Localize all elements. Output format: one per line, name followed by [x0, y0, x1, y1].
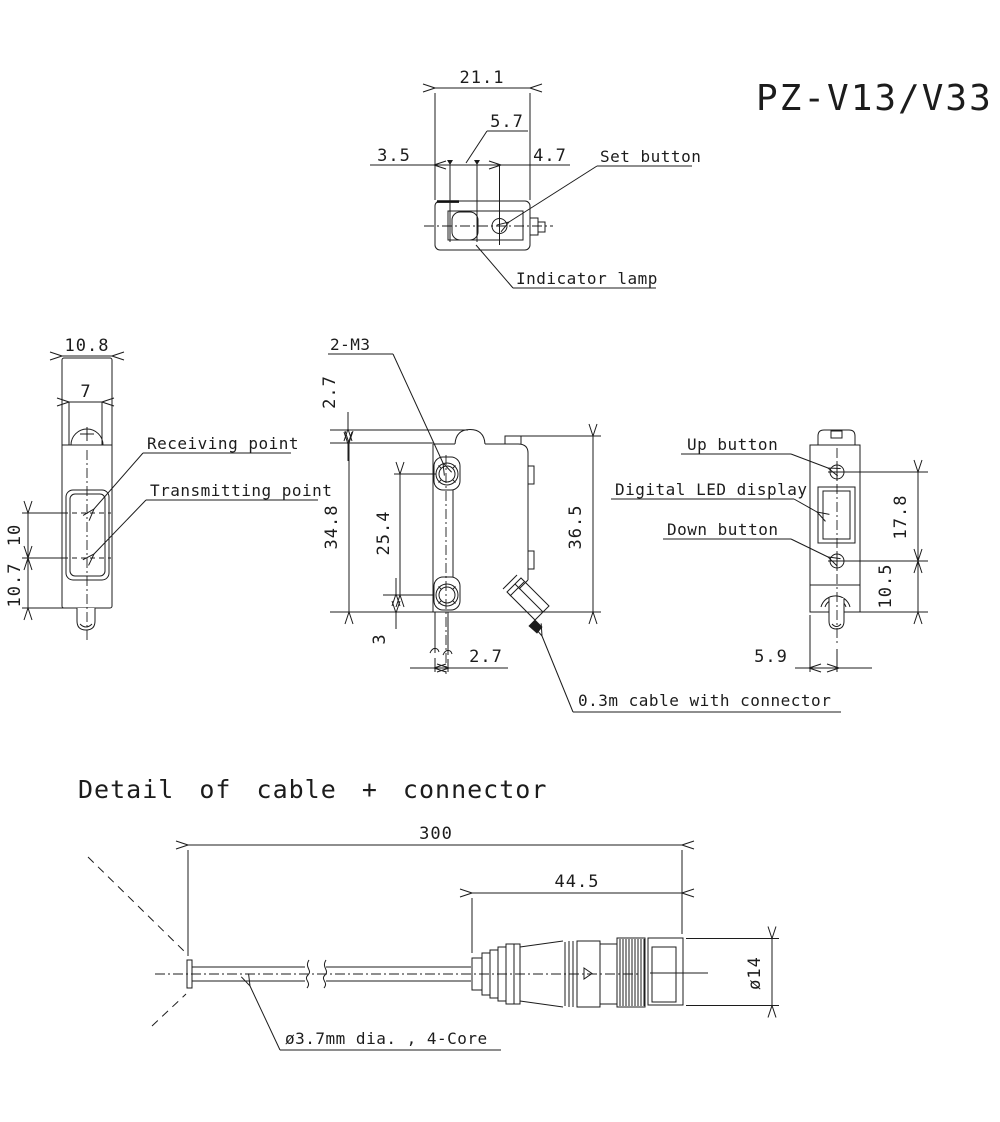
dim-dia-14 [686, 939, 779, 1006]
top-view-body-outline [424, 201, 553, 250]
down-button-label-text: Down button [667, 520, 779, 539]
screws-label-text: 2-M3 [330, 335, 371, 354]
dim-5-9 [754, 615, 872, 672]
front-top-tab [505, 436, 521, 444]
knurled-ring [617, 938, 645, 1007]
set-button-label-text: Set button [600, 147, 702, 166]
cable-stub-right-view [829, 598, 844, 629]
dim-300 [188, 824, 682, 956]
screw-hole-bottom [434, 577, 460, 610]
cable-detail-heading: Detail of cable + connector [78, 775, 548, 804]
led-display-label-text: Digital LED display [615, 480, 808, 499]
label-transmitting-point [94, 481, 332, 554]
label-cable-spec [250, 986, 501, 1050]
dim-5-9-text: 5.9 [754, 647, 788, 667]
leader-indicator-lamp [476, 245, 513, 288]
dim-row-top [370, 112, 570, 245]
cable-line [155, 960, 708, 988]
front-cable-stub [430, 612, 452, 655]
dim-5-7-text: 5.7 [490, 112, 524, 132]
front-top-dome [455, 430, 485, 445]
label-indicator-lamp [476, 245, 658, 288]
right-tab-lower [528, 551, 534, 569]
dim-17-8 [846, 472, 928, 561]
cable-gland-top [530, 218, 538, 235]
up-button-circle [828, 463, 846, 481]
dim-36-5 [510, 436, 601, 612]
cable-spec-label-text: ø3.7mm dia. , 4-Core [285, 1029, 488, 1048]
screw-hole-top [434, 457, 460, 490]
dim-2-7-top [320, 375, 468, 461]
dim-10-8-text: 10.8 [64, 336, 110, 356]
dim-4-7-text: 4.7 [533, 146, 567, 166]
label-2-m3 [328, 335, 443, 463]
label-led-display [611, 480, 817, 512]
dim-10-and-10-7 [5, 513, 76, 608]
cable-detail-section [78, 775, 779, 1050]
dim-34-8-text: 34.8 [322, 504, 342, 550]
dim-3 [370, 578, 396, 645]
model-title-text: PZ-V13/V33 [756, 78, 993, 119]
leader-cable [542, 636, 573, 712]
dim-300-text: 300 [419, 824, 453, 844]
lens-window [66, 490, 109, 580]
top-view [370, 68, 701, 288]
dim-10-5-text: 10.5 [876, 563, 896, 609]
right-side-view [611, 430, 928, 672]
dim-10-8 [62, 336, 112, 356]
dim-2-7-bottom [410, 647, 508, 672]
led-display-shape [818, 487, 855, 543]
dim-3-5-text: 3.5 [377, 146, 411, 166]
left-side-view [5, 336, 332, 643]
orientation-triangle-mark [584, 968, 592, 979]
leader-transmitting-point [94, 500, 146, 554]
dim-10-text: 10 [5, 523, 25, 547]
dim-21-1 [435, 68, 530, 200]
transmitting-point-label-text: Transmitting point [150, 481, 333, 500]
label-down-button [663, 520, 828, 557]
receiving-point-label-text: Receiving point [147, 434, 299, 453]
dim-2-7-bottom-text: 2.7 [469, 647, 503, 667]
leader-receiving-point [94, 453, 143, 509]
down-button-circle [828, 552, 846, 570]
label-cable-connector [542, 636, 841, 712]
dim-25-4 [374, 474, 436, 595]
model-title [756, 78, 993, 119]
dim-7-text: 7 [80, 382, 92, 402]
dim-44-5-text: 44.5 [554, 872, 600, 892]
leader-set-button [509, 166, 597, 222]
dim-7 [69, 382, 102, 402]
right-tab-upper [528, 466, 534, 484]
dim-21-1-text: 21.1 [459, 68, 505, 88]
dim-dia-14-text: ø14 [745, 956, 765, 990]
leader-led-display [794, 499, 817, 512]
dim-25-4-text: 25.4 [374, 510, 394, 556]
leader-2-m3 [393, 354, 443, 463]
indicator-lamp-label-text: Indicator lamp [516, 269, 658, 288]
leader-cable-spec [250, 986, 280, 1050]
label-up-button [681, 435, 828, 468]
cable-label-text: 0.3m cable with connector [578, 691, 832, 710]
dim-2-7-top-text: 2.7 [320, 375, 340, 409]
cable-origin-break [88, 857, 192, 1026]
dim-36-5-text: 36.5 [566, 504, 586, 550]
dim-10-5 [860, 561, 928, 612]
dim-17-8-text: 17.8 [891, 494, 911, 540]
dim-10-7-text: 10.7 [5, 562, 25, 608]
up-button-label-text: Up button [687, 435, 779, 454]
dim-3-text: 3 [370, 633, 390, 645]
connector-end [648, 938, 683, 1005]
front-diagonal-cable [503, 575, 549, 633]
